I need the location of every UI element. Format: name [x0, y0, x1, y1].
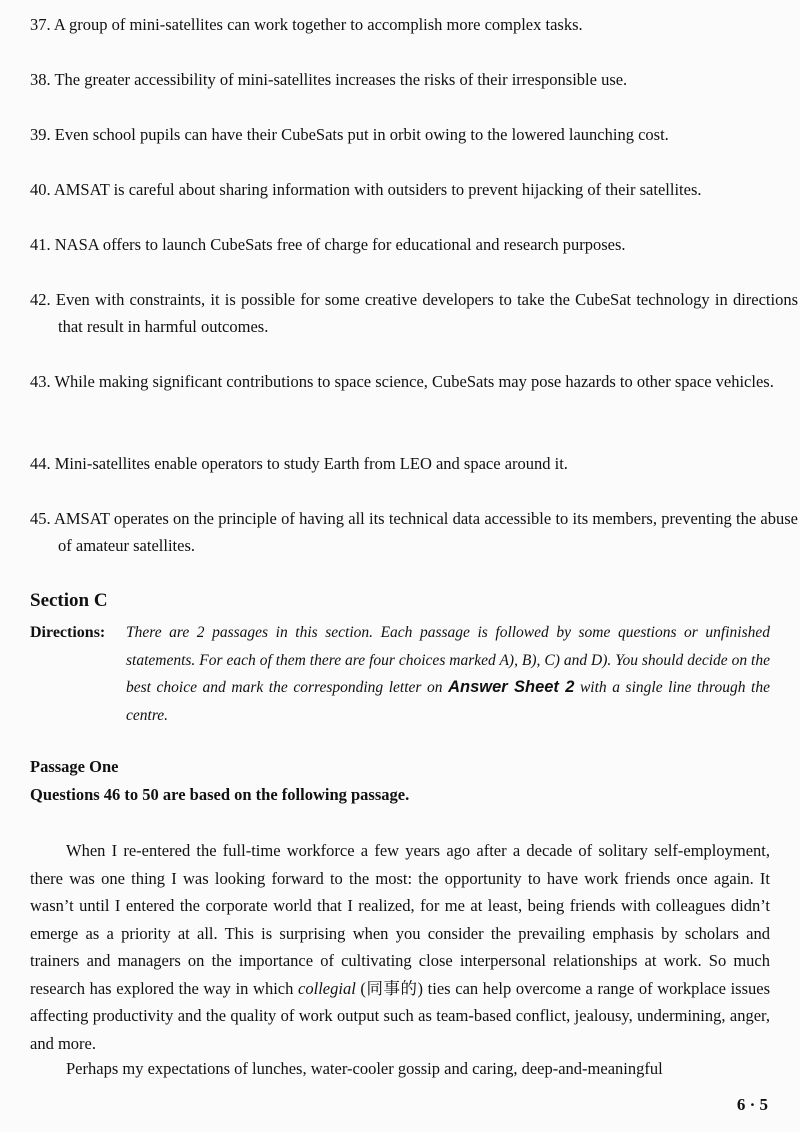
statement-text: The greater accessibility of mini-satellites increases the risks of their irresponsible use. — [54, 70, 628, 89]
statement-number: 37. — [30, 15, 51, 34]
section-title: Section C — [30, 590, 108, 611]
statement-text: A group of mini-satellites can work together to accomplish more complex tasks. — [53, 15, 583, 34]
statement-text: Even school pupils can have their CubeSats put in orbit owing to the lowered launching cost. — [54, 125, 669, 144]
paragraph-text: When I re-entered the full-time workforce a few years ago after a decade of solitary self-employment, there was one thing I was looking forward to the most: the opportunity to have work friends once again. It wasn’t until I entered the corporate world that I realized, for me at least, being friends with colleagues didn’t emerge as a priority at all. This is surprising when you consider the prevailing emphasis by scholars and trainers and managers on the importance of cultivating close interpersonal relationships at work. So much research has explored the way in which — [30, 841, 770, 998]
statement-number: 38. — [30, 70, 51, 89]
statement-43 — [30, 368, 798, 395]
statement-text: While making significant contributions to space science, CubeSats may pose hazards to other space vehicles. — [54, 372, 774, 391]
paragraph-text: (同事的) ties can help overcome a range of workplace issues affecting productivity and the quality of work output such as team-based conflict, jealousy, undermining, anger, and more. — [30, 978, 770, 1053]
statement-text: AMSAT operates on the principle of having all its technical data accessible to its members, preventing the abuse of amateur satellites. — [53, 509, 799, 555]
passage-title: Passage One — [30, 757, 119, 776]
statement-number: 45. — [30, 509, 51, 528]
passage-paragraph-2 — [30, 1055, 770, 1083]
statement-41 — [30, 231, 798, 258]
directions-text-part1: There are 2 passages in this section. Each passage is followed by some questions or unfinished statements. For each of them there are four choices marked A), B), C) and D). You should decide on the best choice and mark the corresponding letter on — [126, 624, 770, 696]
paragraph-text: Perhaps my expectations of lunches, water-cooler gossip and caring, deep-and-meaningful — [66, 1059, 663, 1078]
statement-text: AMSAT is careful about sharing information with outsiders to prevent hijacking of their satellites. — [53, 180, 702, 199]
directions-text-part2: with a single line through the centre. — [126, 679, 770, 724]
statement-text: Even with constraints, it is possible for some creative developers to take the CubeSat technology in directions that result in harmful outcomes. — [55, 290, 799, 336]
statement-37 — [30, 11, 798, 38]
statement-40 — [30, 176, 798, 203]
statement-number: 44. — [30, 454, 51, 473]
statement-text: NASA offers to launch CubeSats free of charge for educational and research purposes. — [54, 235, 626, 254]
statement-39 — [30, 121, 798, 148]
statement-number: 40. — [30, 180, 51, 199]
statement-number: 39. — [30, 125, 51, 144]
statement-number: 41. — [30, 235, 51, 254]
passage-paragraph-1 — [30, 837, 770, 1057]
page-number: 6 · 5 — [736, 1095, 768, 1114]
answer-sheet-label: Answer Sheet 2 — [448, 678, 575, 696]
directions-label: Directions: — [30, 624, 106, 641]
statement-number: 43. — [30, 372, 51, 391]
directions-text — [126, 619, 770, 729]
italic-term: collegial — [298, 978, 356, 998]
statement-text: Mini-satellites enable operators to study Earth from LEO and space around it. — [54, 454, 568, 473]
statement-number: 42. — [30, 290, 51, 309]
statement-45 — [30, 505, 798, 559]
statement-44 — [30, 450, 798, 477]
statement-42 — [30, 286, 798, 340]
passage-questions-heading: Questions 46 to 50 are based on the following passage. — [30, 785, 410, 804]
statement-38 — [30, 66, 798, 93]
